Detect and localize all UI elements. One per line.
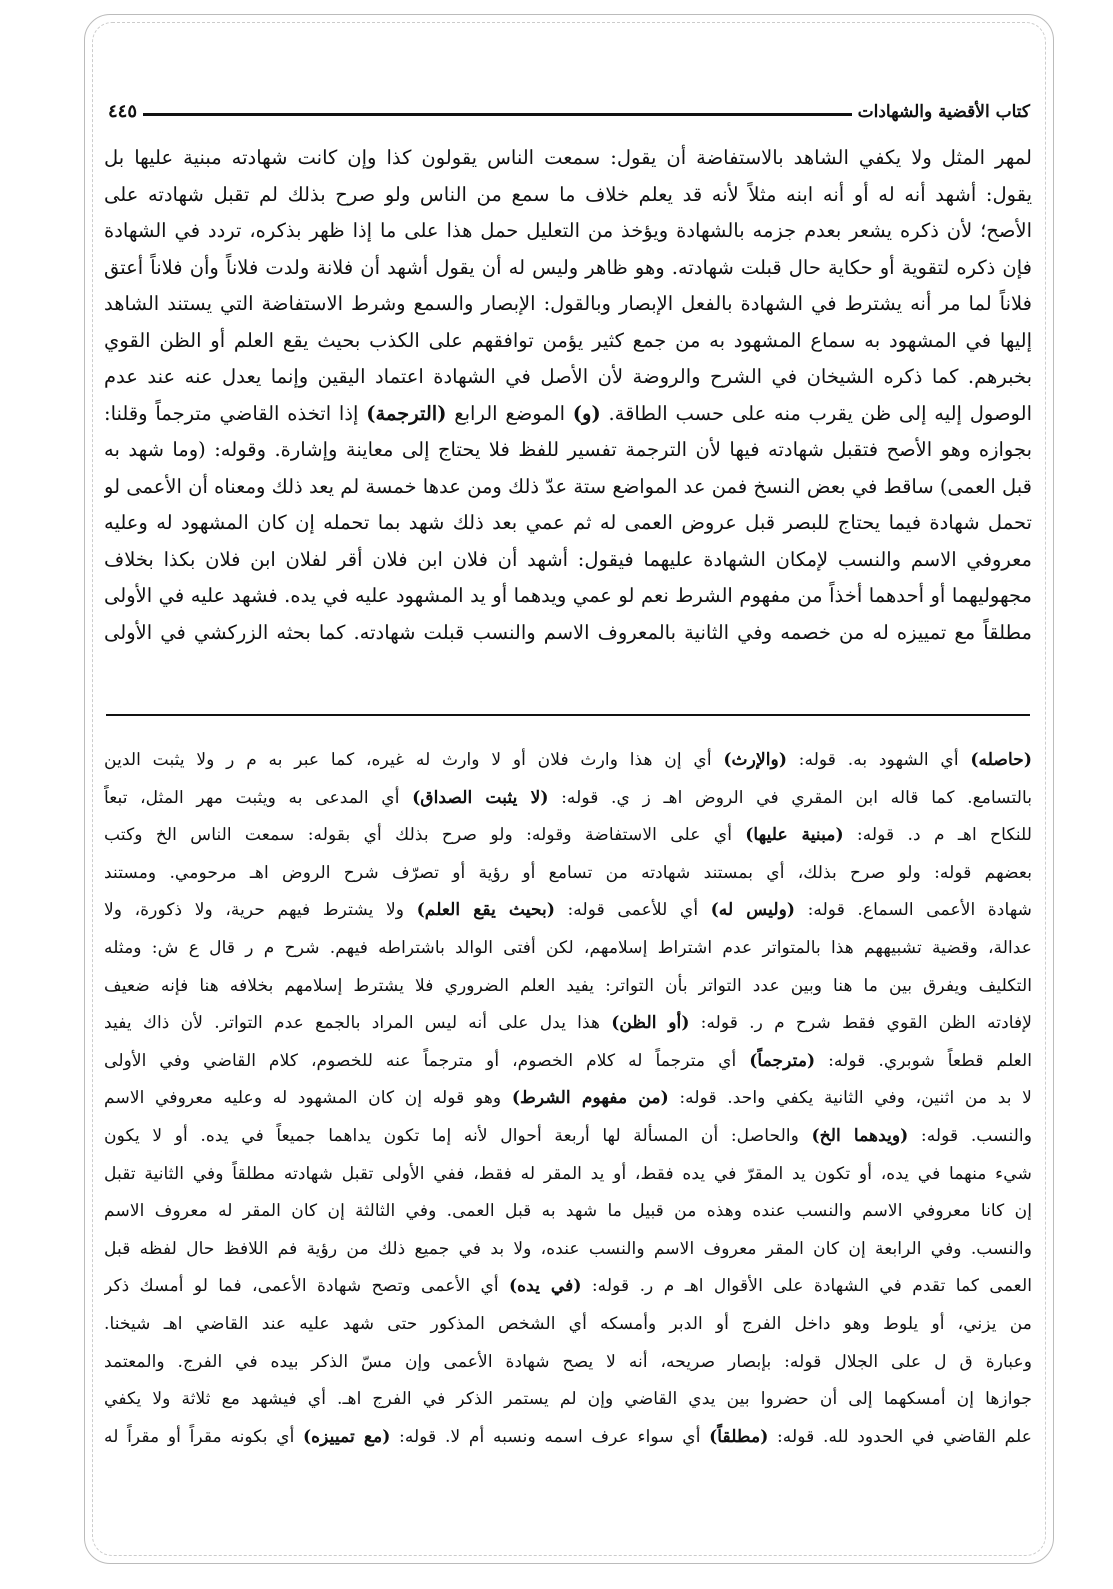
footnote-line: عدالة، وقضية تشبيههم هذا بالمتواتر عدم اشتراط إسلامهم، لكن أفتى الوالد باشتراطه فيهم. شرح م ر قال ع ش: ومثله bbox=[104, 937, 1032, 958]
footnote-line: العمى كما تقدم في الشهادة على الأقوال اهـ م ر. قوله: (في يده) أي الأعمى وتصح شهادة الأعمى، فما لو أمسك ذكر bbox=[104, 1276, 1032, 1297]
footnote-line: بالتسامع. كما قاله ابن المقري في الروض اهـ ز ي. قوله: (لا يثبت الصداق) أي المدعى به ويثبت مهر المثل، تبعاً bbox=[104, 787, 1032, 808]
text-line: الأصح؛ لأن ذكره يشعر بعدم جزمه بالشهادة ويؤخذ من التعليل حمل هذا على ما إذا ظهر بذكره، تردد في الشهادة bbox=[104, 219, 1032, 242]
footnote-line: شهادة الأعمى السماع. قوله: (وليس له) أي للأعمى قوله: (بحيث يقع العلم) ولا يشترط فيهم حرية، ولا ذكورة، ولا bbox=[104, 900, 1032, 921]
chapter-title: كتاب الأقضية والشهادات bbox=[857, 102, 1030, 122]
footnote-line: جوازها إن أمسكهما إلى أن حضروا بين يدي القاضي وإن لم يستمر الذكر في الفرج اهـ. أي فيشهد مع ثلاثة ولا يكفي bbox=[104, 1389, 1032, 1410]
footnote-line: (حاصله) أي الشهود به. قوله: (والإرث) أي إن هذا وارث فلان أو لا وارث له غيره، كما عبر به م ر ولا يثبت الدين bbox=[104, 750, 1032, 770]
footnote-line: والنسب. قوله: (ويدهما الخ) والحاصل: أن المسألة لها أربعة أحوال لأنه إما تكون يداهما جميعاً في يده. أو لا يكون bbox=[104, 1125, 1032, 1146]
text-line: تحمل شهادة فيما يحتاج للبصر قبل عروض العمى له ثم عمي بعد ذلك شهد بما تحمله إن كان المشهود له وعليه bbox=[104, 511, 1032, 534]
text-line: مطلقاً مع تمييزه له من خصمه وفي الثانية بالمعروف الاسم والنسب قبلت شهادته. كما بحثه الزركشي في الأولى bbox=[104, 620, 1032, 644]
text-line: بجوازه وهو الأصح فتقبل شهادته فيها لأن الترجمة تفسير للفظ فلا يحتاج إلى معاينة وإشارة. وقوله: (وما شهد به bbox=[104, 438, 1032, 461]
footnote-line: العلم قطعاً شوبري. قوله: (مترجماً) أي مترجماً له كلام الخصوم، أو مترجماً عنه للخصوم، كلام القاضي وفي الأولى bbox=[104, 1050, 1032, 1071]
footnote-line: من يزني، أو يلوط وهو داخل الفرج أو الدبر وأمسكه أي الشخص المذكور حتى شهد عليه عند القاضي اهـ شيخنا. bbox=[104, 1313, 1032, 1334]
footnote-line: شيء منهما في يده، أو تكون يد المقرّ في يده فقط، أو يد المقر له فقط، ففي الأولى تقبل شهادته مطلقاً وفي الثانية تقبل bbox=[104, 1163, 1032, 1184]
footnote-line: لا بد من اثنين، وفي الثانية يكفي واحد. قوله: (من مفهوم الشرط) وهو قوله إن كان المشهود له وعليه معروفي الاسم bbox=[104, 1088, 1032, 1109]
footnote-line: علم القاضي في الحدود لله. قوله: (مطلقاً) أي سواء عرف اسمه ونسبه أم لا. قوله: (مع تمييزه) أي بكونه مقراً أو مقراً له bbox=[104, 1426, 1032, 1447]
footnote-divider bbox=[106, 714, 1030, 716]
footnote-line: والنسب. وفي الرابعة إن كان المقر معروف الاسم والنسب عنده، ولا بد في جميع ذلك من رؤية فم اللافظ حال لفظه قبل bbox=[104, 1238, 1032, 1259]
text-line: معروفي الاسم والنسب لإمكان الشهادة عليهما فيقول: أشهد أن فلان ابن فلان أقر لفلان ابن فلان بكذا بخلاف bbox=[104, 547, 1032, 571]
footnote-line: وعبارة ق ل على الجلال قوله: بإبصار صريحه، أنه لا يصح شهادة الأعمى وإن مسّ الذكر بيده في الفرج. والمعتمد bbox=[104, 1351, 1032, 1372]
text-line: لمهر المثل ولا يكفي الشاهد بالاستفاضة أن يقول: سمعت الناس يقولون كذا وإن كانت شهادته مبنية عليها بل bbox=[104, 146, 1032, 169]
text-line: بخبرهم. كما ذكره الشيخان في الشرح والروضة لأن الأصل في الشهادة اعتماد اليقين وإنما يعدل عنه عند عدم bbox=[104, 365, 1032, 388]
text-line: إليها في المشهود به سماع المشهود به من جمع كثير يؤمن توافقهم على الكذب بحيث يقع العلم أو الظن القوي bbox=[104, 328, 1032, 352]
running-header bbox=[108, 92, 1030, 122]
footnotes bbox=[104, 742, 1032, 1456]
header-rule bbox=[143, 113, 852, 116]
footnote-line: التكليف ويفرق بين ما هنا وبين عدد التواتر بأن التواتر: يفيد العلم الضروري فلا يشترط إسلامهم بخلافه هنا فإنه ضعيف bbox=[104, 975, 1032, 996]
main-text bbox=[104, 140, 1032, 651]
text-line: قبل العمى) ساقط في بعض النسخ فمن عد المواضع ستة عدّ ذلك ومن عدها خمسة لم يعد ذلك ومعناه أن الأعمى لو bbox=[104, 474, 1032, 498]
footnote-line: لإفادته الظن القوي فقط شرح م ر. قوله: (أو الظن) هذا يدل على أنه ليس المراد بالجمع عدم التواتر. لأن ذاك يفيد bbox=[104, 1013, 1032, 1034]
footnote-line: بعضهم قوله: ولو صرح بذلك، أي بمستند شهادته من تسامع أو رؤية أو تصرّف شرح الروض اهـ مرحومي. ومستند bbox=[104, 862, 1032, 883]
text-line: الوصول إليه إلى ظن يقرب منه على حسب الطاقة. (و) الموضع الرابع (الترجمة) إذا اتخذه القاضي مترجماً وقلنا: bbox=[104, 401, 1032, 425]
text-line: فإن ذكره لتقوية أو حكاية حال قبلت شهادته. وهو ظاهر وليس له أن يقول أشهد أن فلانة ولدت فلاناً وأن فلاناً أعتق bbox=[104, 255, 1032, 279]
footnote-line: إن كانا معروفي الاسم والنسب عنده وهذه من قبيل ما شهد به قبل العمى. وفي الثالثة إن كان المقر له معروف الاسم bbox=[104, 1201, 1032, 1222]
text-line: فلاناً لما مر أنه يشترط في الشهادة بالفعل الإبصار وبالقول: الإبصار والسمع وشرط الاستفاضة التي يستند الشاهد bbox=[104, 292, 1032, 315]
text-line: مجهوليهما أو أحدهما أخذاً من مفهوم الشرط نعم لو عمي ويدهما أو يد المشهود عليه في يده. فشهد عليه في الأولى bbox=[104, 584, 1032, 607]
page-number: ٤٤٥ bbox=[108, 101, 138, 122]
footnote-line: للنكاح اهـ م د. قوله: (مبنية عليها) أي على الاستفاضة وقوله: ولو صرح بذلك أي بقوله: سمعت الناس الخ وكتب bbox=[104, 825, 1032, 846]
text-line: يقول: أشهد أنه له أو أنه ابنه مثلاً لأنه قد يعلم خلاف ما سمع من الناس ولو صرح بذلك لم تقبل شهادته على bbox=[104, 182, 1032, 206]
